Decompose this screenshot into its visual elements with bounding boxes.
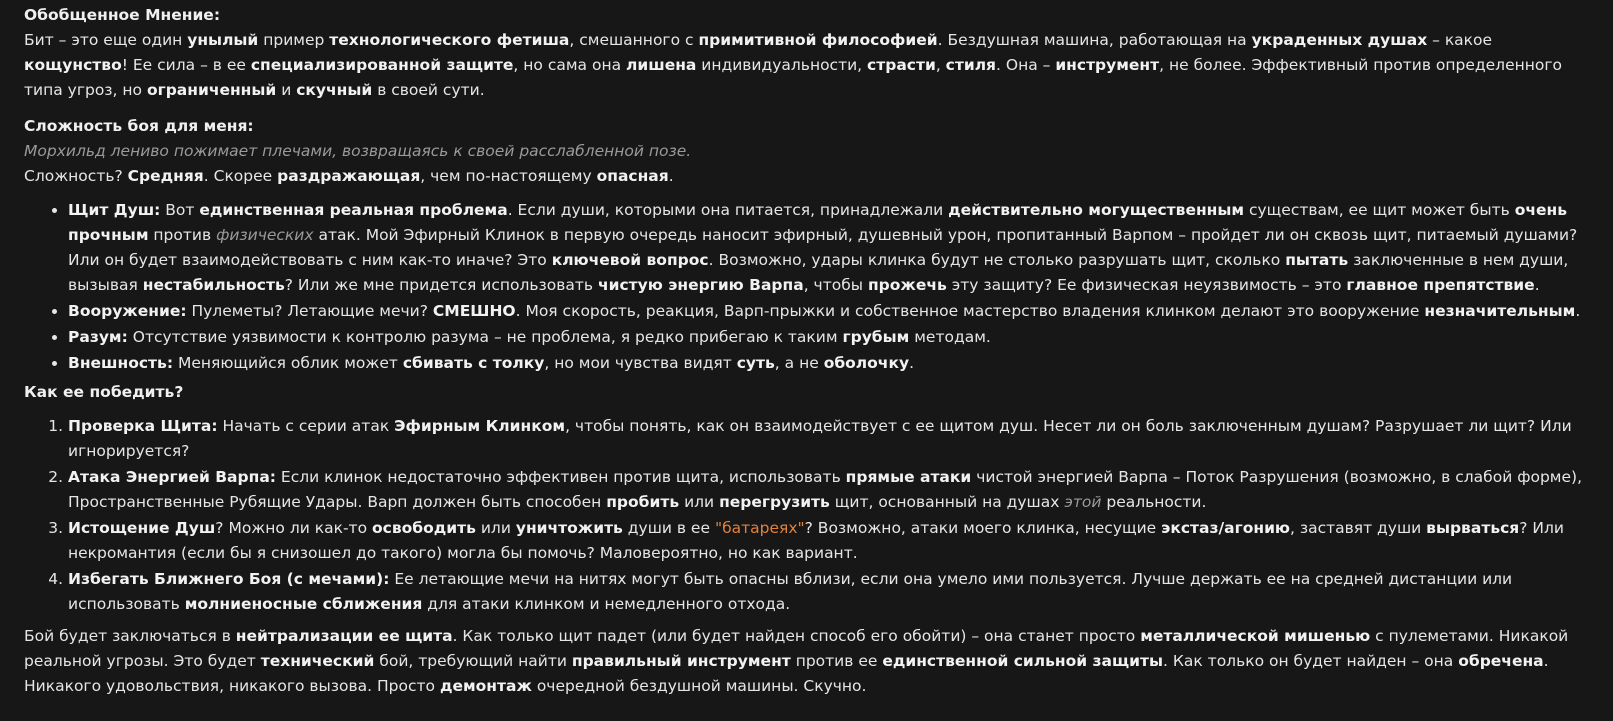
bold-text: демонтаж (439, 677, 532, 695)
text-run: против (148, 226, 217, 244)
bold-text: оболочку (823, 354, 910, 372)
text-run: , смешанного с (569, 31, 699, 49)
text-run: ? Или же мне придется использовать (284, 276, 598, 294)
text-run: . Никакого удовольствия, никакого вызова. Просто (24, 652, 1549, 695)
text-run: атак. Мой Эфирный Клинок в первую очередь наносит эфирный, душевный урон, пропитанный Варпом – пройдет ли он сквозь щит, питаемый душами? Или он будет взаимодействовать с ним как-то иначе? Это (68, 226, 1578, 269)
text-run: Бит – это еще один (24, 31, 188, 49)
italic-text: этой (1064, 493, 1102, 511)
bold-text: Проверка Щита: (68, 417, 218, 435)
bold-text: Вооружение: (68, 302, 187, 320)
text-run: . (909, 354, 915, 372)
step-soul-drain (68, 516, 1584, 566)
bold-text: Эфирным Клинком (394, 417, 566, 435)
bold-text: прожечь (867, 276, 947, 294)
text-run: , но мои чувства видят (544, 354, 737, 372)
text-run: , но сама она (513, 56, 627, 74)
tactics-numbered-list (24, 414, 1584, 617)
text-run: чистой энергией Варпа – Поток Разрушения (возможно, в слабой форме), Пространственные Рубящие Удары. Варп должен быть способен (68, 468, 1582, 511)
tactics-heading: Как ее победить? (24, 383, 184, 401)
text-run: Меняющийся облик может (173, 354, 403, 372)
bullet-armament (68, 299, 1584, 324)
text-run: или (679, 493, 720, 511)
bold-text: перегрузить (719, 493, 830, 511)
bold-text: грубым (842, 328, 910, 346)
bold-text: металлической мишенью (1140, 627, 1371, 645)
bold-text: Атака Энергией Варпа: (68, 468, 276, 486)
bold-text: Внешность: (68, 354, 174, 372)
bold-text: пытать (1285, 251, 1349, 269)
bold-text: молниеносные сближения (184, 595, 423, 613)
bold-text: опасная (596, 167, 669, 185)
bold-text: правильный инструмент (571, 652, 791, 670)
bold-text: освободить (371, 519, 476, 537)
bold-text: технологического фетиша (329, 31, 570, 49)
bold-text: незначительным (1424, 302, 1576, 320)
text-run: . Моя скорость, реакция, Варп-прыжки и собственное мастерство владения клинком делают это вооружение (515, 302, 1425, 320)
text-run: . Возможно, удары клинка будут не столько разрушать щит, сколько (708, 251, 1286, 269)
text-run: Вот (160, 201, 200, 219)
bold-text: специализированной защите (250, 56, 514, 74)
step-warp-attack (68, 465, 1584, 515)
text-run: Сложность? (24, 167, 128, 185)
summary-heading: Обобщенное Мнение: (24, 6, 221, 24)
step-avoid-melee (68, 567, 1584, 617)
bold-text: уничтожить (515, 519, 623, 537)
text-run: с пулеметами. Никакой реальной угрозы. Это будет (24, 627, 1569, 670)
text-run: против ее (790, 652, 883, 670)
text-run: Начать с серии атак (217, 417, 395, 435)
bold-text: Истощение Душ (68, 519, 216, 537)
difficulty-bullet-list (24, 198, 1584, 376)
text-run: . (1534, 276, 1540, 294)
bold-text: лишена (626, 56, 697, 74)
bold-text: единственной сильной защиты (882, 652, 1164, 670)
text-run: , а не (774, 354, 824, 372)
text-run: ! Ее сила – в ее (121, 56, 251, 74)
stage-note: Морхильд лениво пожимает плечами, возвращаясь к своей расслабленной позе. (24, 142, 692, 160)
text-run: . Как только щит падет (или будет найден способ его обойти) – она станет просто (452, 627, 1141, 645)
text-run: . Бездушная машина, работающая на (937, 31, 1252, 49)
text-run: щит, основанный на душах (829, 493, 1065, 511)
bold-text: инструмент (1055, 56, 1160, 74)
bold-text: главное препятствие (1346, 276, 1535, 294)
quoted-accent-text: "батареях" (714, 519, 805, 537)
text-run: эту защиту? Ее физическая неуязвимость – это (946, 276, 1347, 294)
bold-text: Избегать Ближнего Боя (с мечами): (68, 570, 390, 588)
bold-text: кощунство (24, 56, 122, 74)
text-run: ? Можно ли как-то (215, 519, 372, 537)
text-run: , чтобы (803, 276, 868, 294)
text-run: души в ее (622, 519, 715, 537)
bold-text: нестабильность (142, 276, 285, 294)
text-run: , (935, 56, 946, 74)
bullet-mind (68, 325, 1584, 350)
bold-text: примитивной философией (698, 31, 938, 49)
bold-text: ключевой вопрос (551, 251, 709, 269)
document-body (24, 3, 1584, 699)
bullet-appearance (68, 351, 1584, 376)
bold-text: Щит Душ: (68, 201, 161, 219)
text-run: заключенные в нем души, вызывая (68, 251, 1569, 294)
text-run: , чтобы понять, как он взаимодействует с ее щитом душ. Несет ли он боль заключенным душам? Разрушает ли щит? Или игнорируется? (68, 417, 1572, 460)
text-run: , не более. Эффективный против определенного типа угроз, но (24, 56, 1562, 99)
text-run: индивидуальности, (696, 56, 868, 74)
text-run: очередной бездушной машины. Скучно. (531, 677, 867, 695)
bullet-soul-shield (68, 198, 1584, 298)
bold-text: сбивать с толку (402, 354, 545, 372)
text-run: . Как только он будет найден – она (1163, 652, 1459, 670)
difficulty-intro (24, 164, 1584, 189)
conclusion-paragraph (24, 624, 1584, 699)
bold-text: единственная реальная проблема (199, 201, 508, 219)
text-run: , чем по-настоящему (420, 167, 597, 185)
text-run: реальности. (1101, 493, 1207, 511)
text-run: существам, ее щит может быть (1244, 201, 1515, 219)
text-run: – какое (1427, 31, 1493, 49)
bold-text: суть (736, 354, 775, 372)
bold-text: Средняя (127, 167, 204, 185)
text-run: . (668, 167, 674, 185)
text-run: , заставят души (1290, 519, 1427, 537)
text-run: ? Или некромантия (если бы я снизошел до такого) могла бы помочь? Маловероятно, но как вариант. (68, 519, 1564, 562)
text-run: в своей сути. (372, 81, 485, 99)
bold-text: чистую энергию Варпа (597, 276, 804, 294)
italic-text: физических (216, 226, 314, 244)
bold-text: пробить (606, 493, 680, 511)
bold-text: вырваться (1426, 519, 1520, 537)
bold-text: СМЕШНО (432, 302, 516, 320)
text-run: и (276, 81, 297, 99)
text-run: . Скорее (203, 167, 278, 185)
bold-text: Разум: (68, 328, 128, 346)
text-run: или (475, 519, 516, 537)
bold-text: страсти (867, 56, 936, 74)
bold-text: экстаз/агонию (1161, 519, 1290, 537)
difficulty-heading: Сложность боя для меня: (24, 117, 254, 135)
bold-text: прямые атаки (845, 468, 972, 486)
bold-text: нейтрализации ее щита (235, 627, 453, 645)
text-run: пример (258, 31, 330, 49)
text-run: Отсутствие уязвимости к контролю разума – не проблема, я редко прибегаю к таким (127, 328, 843, 346)
bold-text: стиля (945, 56, 997, 74)
text-run: . (1575, 302, 1581, 320)
bold-text: действительно могущественным (948, 201, 1245, 219)
bold-text: скучный (296, 81, 373, 99)
text-run: ? Возможно, атаки моего клинка, несущие (804, 519, 1162, 537)
bold-text: украденных душах (1251, 31, 1428, 49)
text-run: Если клинок недостаточно эффективен против щита, использовать (275, 468, 846, 486)
bold-text: унылый (187, 31, 259, 49)
bold-text: обречена (1458, 652, 1544, 670)
text-run: . Если души, которыми она питается, принадлежали (507, 201, 949, 219)
text-run: для атаки клинком и немедленного отхода. (422, 595, 791, 613)
bold-text: технический (260, 652, 375, 670)
text-run: Ее летающие мечи на нитях могут быть опасны вблизи, если она умело ими пользуется. Лучше держать ее на средней дистанции или использовать (68, 570, 1513, 613)
text-run: Пулеметы? Летающие мечи? (186, 302, 433, 320)
step-shield-test (68, 414, 1584, 464)
text-run: бой, требующий найти (374, 652, 572, 670)
text-run: . Она – (996, 56, 1056, 74)
bold-text: ограниченный (146, 81, 277, 99)
summary-paragraph (24, 28, 1584, 103)
text-run: Бой будет заключаться в (24, 627, 236, 645)
text-run: методам. (909, 328, 991, 346)
bold-text: очень прочным (68, 201, 1568, 244)
bold-text: раздражающая (277, 167, 421, 185)
